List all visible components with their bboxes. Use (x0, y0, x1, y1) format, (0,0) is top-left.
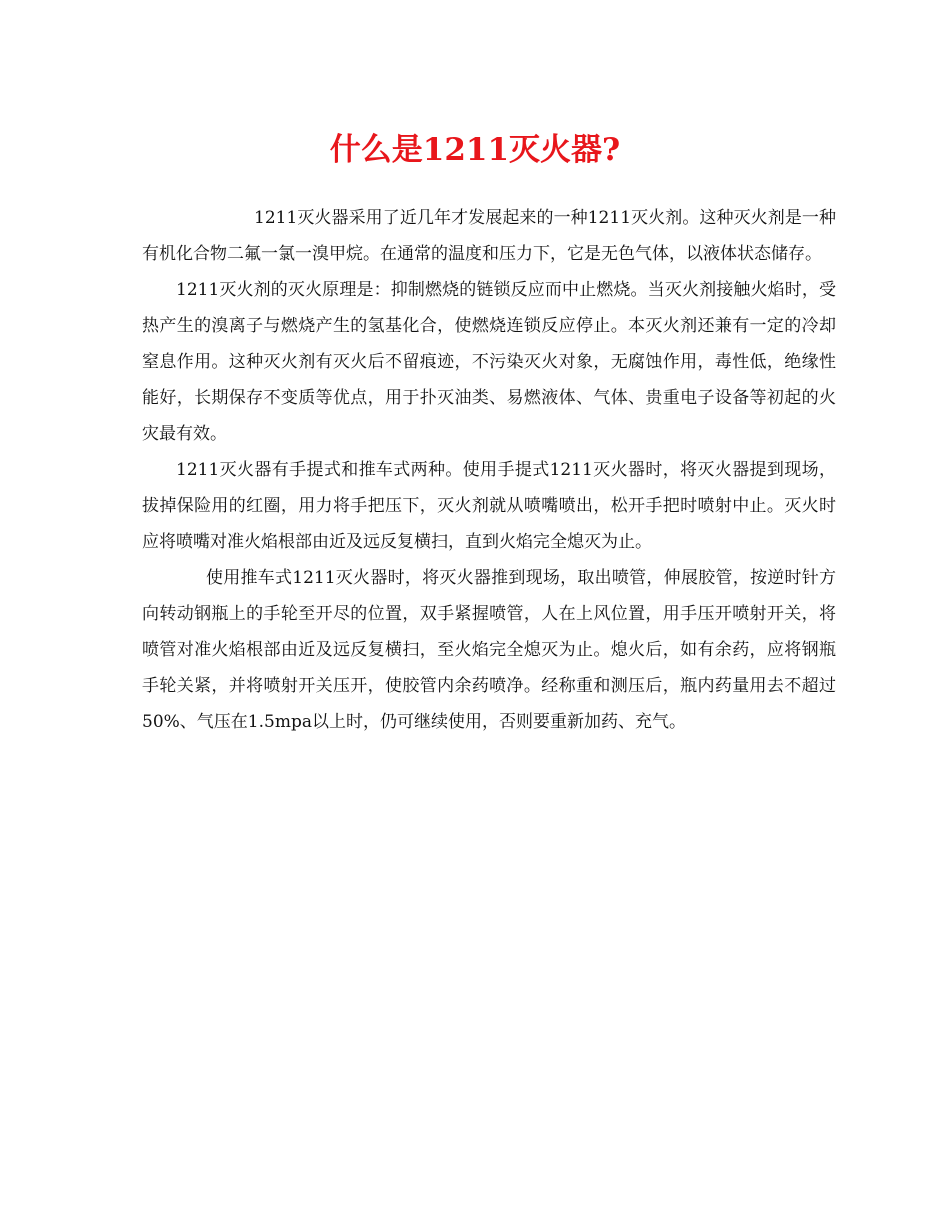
paragraph-1: 1211灭火器采用了近几年才发展起来的一种1211灭火剂。这种灭火剂是一种有机化合物二氟一氯一溴甲烷。在通常的温度和压力下，它是无色气体，以液体状态储存。 (142, 208, 836, 264)
document-title: 什么是1211灭火器? (329, 132, 621, 168)
paragraph-2: 1211灭火剂的灭火原理是：抑制燃烧的链锁反应而中止燃烧。当灭火剂接触火焰时，受热产生的溴离子与燃烧产生的氢基化合，使燃烧连锁反应停止。本灭火剂还兼有一定的冷却窒息作用。这种灭火剂有灭火后不留痕迹，不污染灭火对象，无腐蚀作用，毒性低，绝缘性能好，长期保存不变质等优点，用于扑灭油类、易燃液体、气体、贵重电子设备等初起的火灾最有效。 (142, 280, 836, 444)
paragraph-4: 使用推车式1211灭火器时，将灭火器推到现场，取出喷管，伸展胶管，按逆时针方向转动钢瓶上的手轮至开尽的位置，双手紧握喷管，人在上风位置，用手压开喷射开关，将喷管对准火焰根部由近及远反复横扫，至火焰完全熄灭为止。熄火后，如有余药，应将钢瓶手轮关紧，并将喷射开关压开，使胶管内余药喷净。经称重和测压后，瓶内药量用去不超过50%、气压在1.5mpa以上时，仍可继续使用，否则要重新加药、充气。 (142, 568, 836, 732)
paragraph-3: 1211灭火器有手提式和推车式两种。使用手提式1211灭火器时，将灭火器提到现场，拔掉保险用的红圈，用力将手把压下，灭火剂就从喷嘴喷出，松开手把时喷射中止。灭火时应将喷嘴对准火焰根部由近及远反复横扫，直到火焰完全熄灭为止。 (142, 460, 836, 552)
document-body (142, 200, 836, 740)
